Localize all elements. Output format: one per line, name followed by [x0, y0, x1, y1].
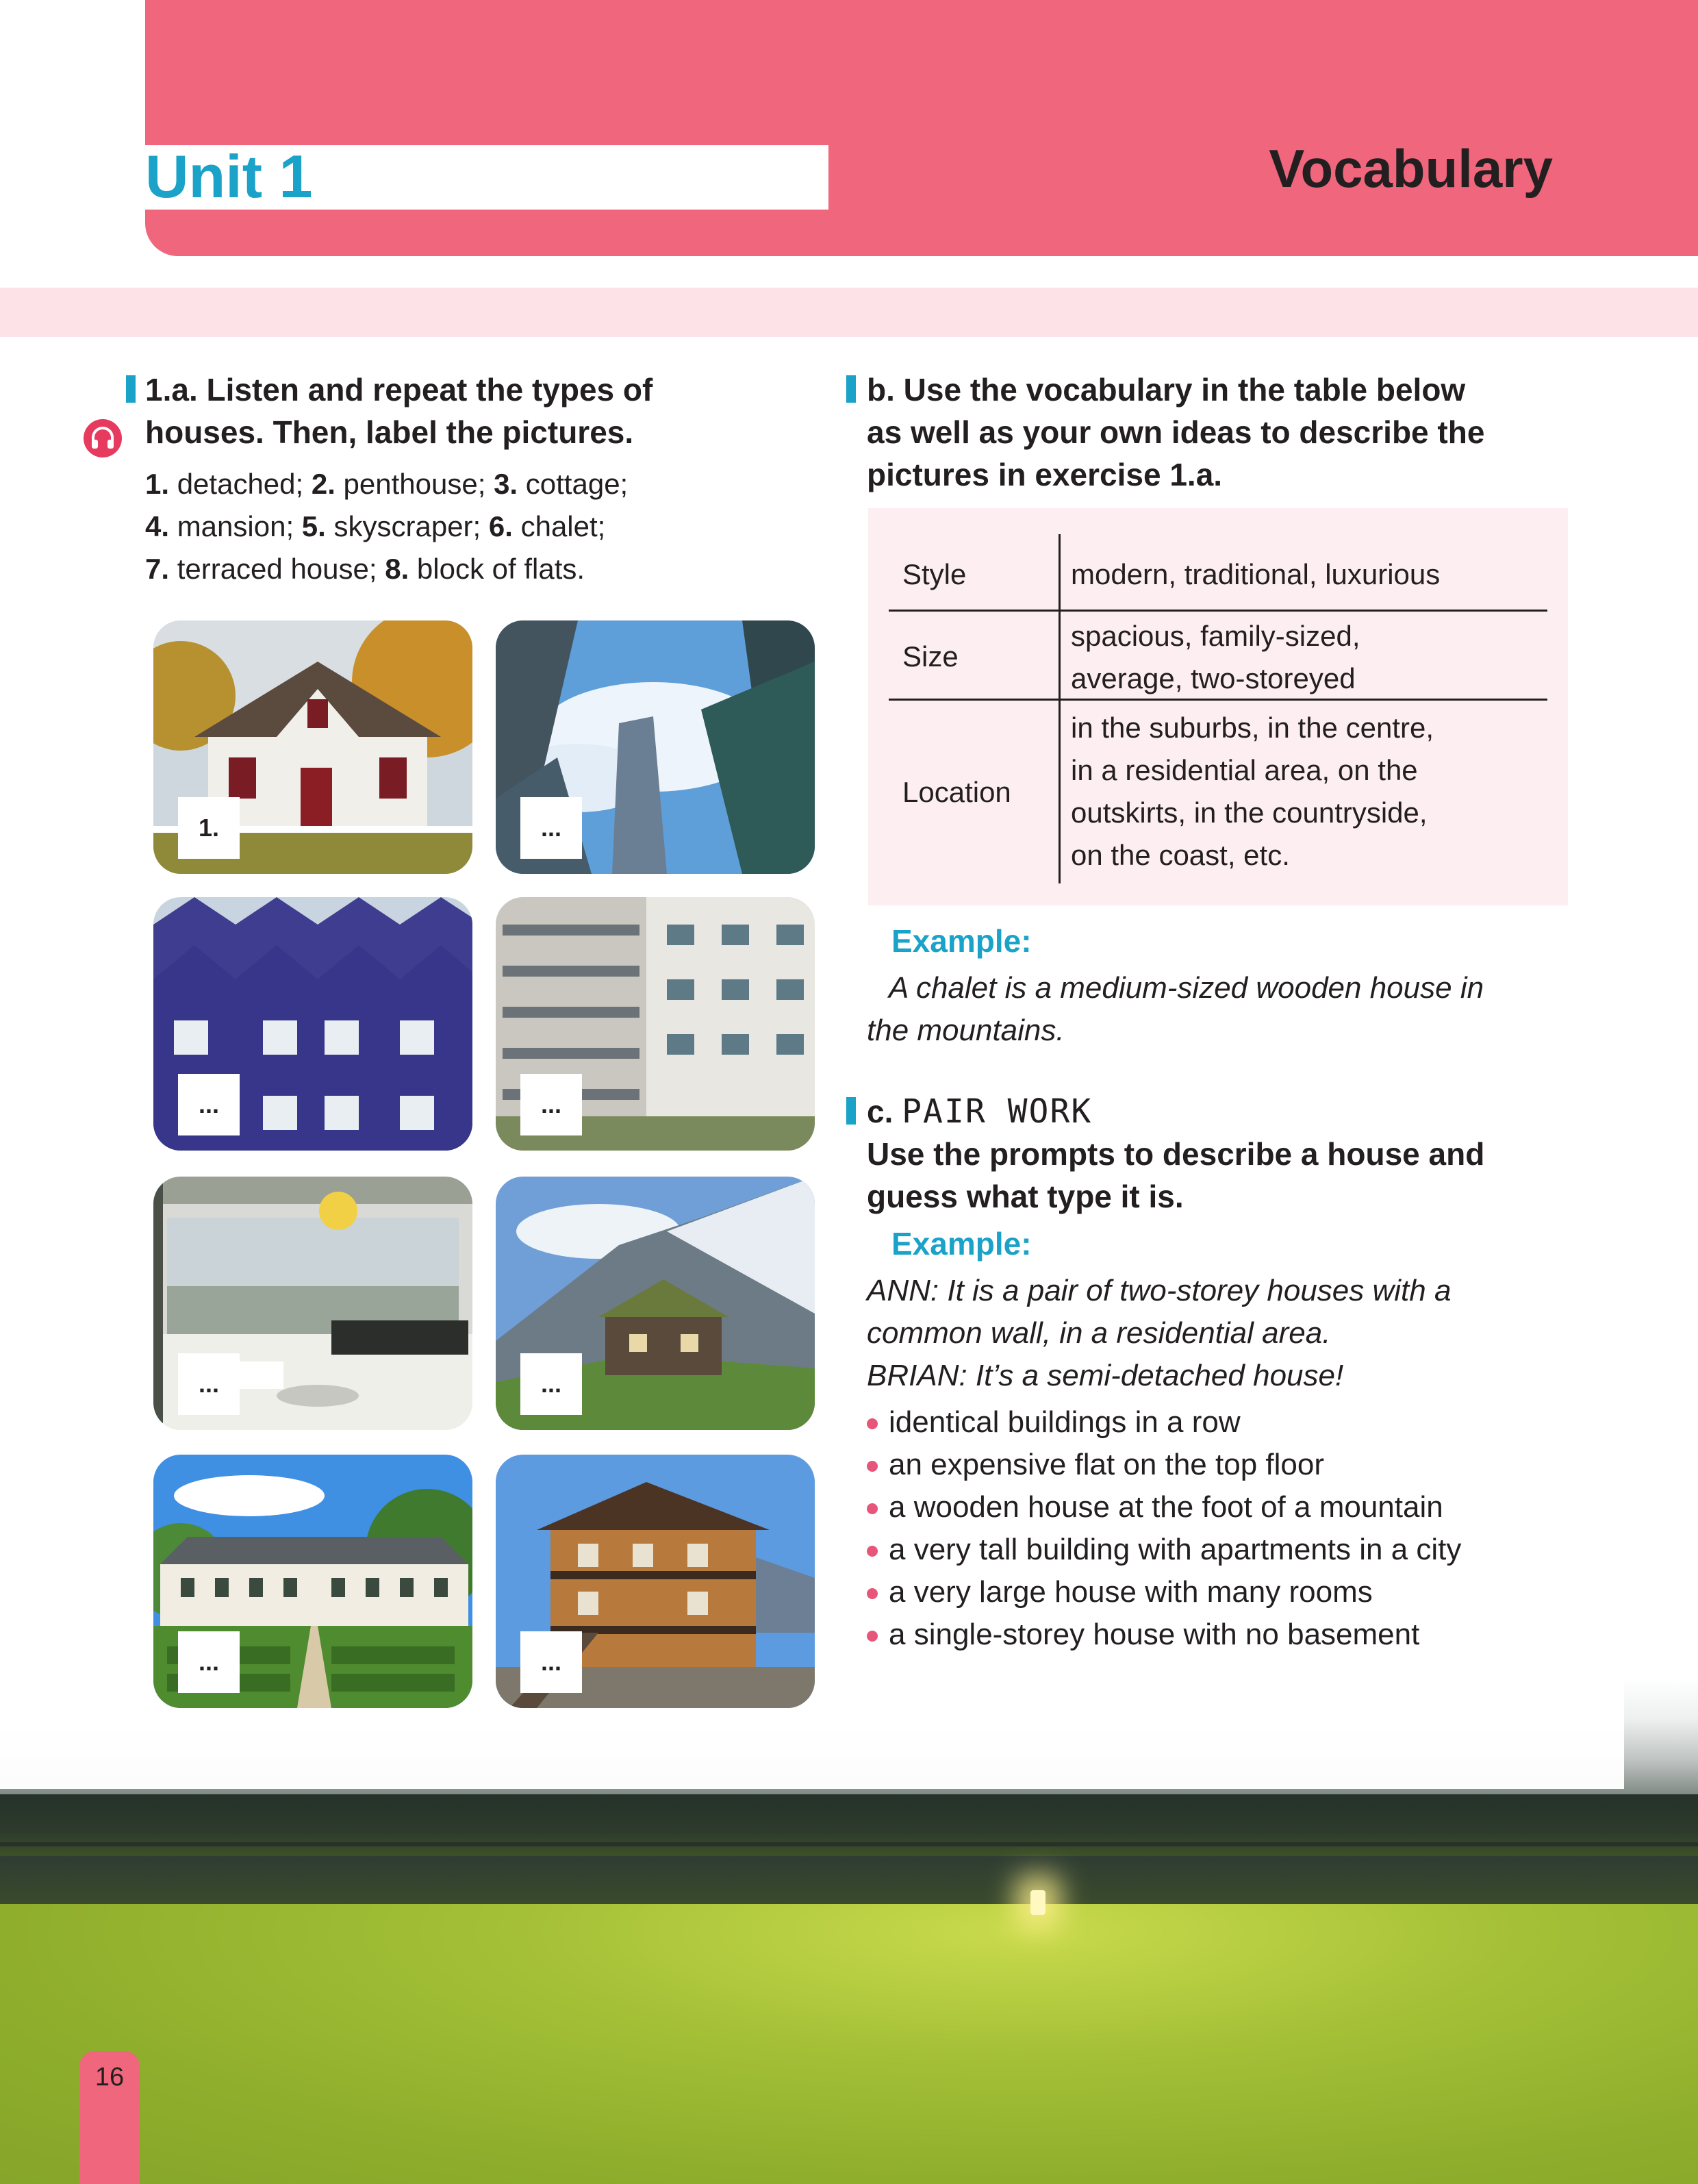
- exercise-marker: [846, 375, 856, 403]
- table-key-location: Location: [902, 776, 1011, 808]
- background-fence: [0, 1842, 1698, 1846]
- ex1a-instruction-line1: 1.a. Listen and repeat the types of: [145, 372, 653, 407]
- garden-lamp-light: [1030, 1890, 1046, 1915]
- header-band: [145, 0, 1698, 256]
- list-item: a very tall building with apartments in a city: [867, 1529, 1461, 1571]
- table-value-location: in the suburbs, in the centre,: [1071, 712, 1434, 744]
- bullet-icon: [867, 1546, 878, 1557]
- photo-label[interactable]: ...: [520, 1631, 582, 1693]
- unit-title: Unit 1: [145, 142, 313, 210]
- dialogue-line: ANN: It is a pair of two-storey houses with a: [867, 1274, 1452, 1307]
- list-item: an expensive flat on the top floor: [867, 1444, 1324, 1486]
- bullet-icon: [867, 1418, 878, 1429]
- example-label: Example:: [891, 1226, 1032, 1262]
- list-item: a single-storey house with no basement: [867, 1614, 1419, 1656]
- word-list-line3: 7. terraced house; 8. block of flats.: [145, 553, 585, 585]
- word-list-line1: 1. detached; 2. penthouse; 3. cottage;: [145, 468, 629, 500]
- table-value-size: spacious, family-sized,: [1071, 620, 1360, 652]
- bullet-icon: [867, 1503, 878, 1514]
- list-item: a wooden house at the foot of a mountain: [867, 1486, 1443, 1529]
- exercise-marker: [126, 375, 136, 403]
- word-list-line2: 4. mansion; 5. skyscraper; 6. chalet;: [145, 510, 606, 542]
- ex1b-instruction-line1: b. Use the vocabulary in the table below: [867, 372, 1466, 407]
- table-key-style: Style: [902, 558, 967, 590]
- photo-label[interactable]: 1.: [178, 797, 240, 859]
- chalet-photo: [496, 1455, 815, 1708]
- photo-label[interactable]: ...: [520, 797, 582, 859]
- dialogue-line: BRIAN: It’s a semi-detached house!: [867, 1359, 1344, 1392]
- terraced-houses-photo: [153, 897, 472, 1151]
- table-value-style: modern, traditional, luxurious: [1071, 558, 1441, 590]
- table-value-location: on the coast, etc.: [1071, 839, 1290, 871]
- background-lawn: [0, 1904, 1698, 2184]
- photo-label[interactable]: ...: [178, 1353, 240, 1415]
- ex1a-instruction-line2: houses. Then, label the pictures.: [145, 414, 634, 450]
- ex1b-instruction-line2: as well as your own ideas to describe the: [867, 414, 1485, 450]
- table-value-location: in a residential area, on the: [1071, 754, 1418, 786]
- headphones-icon[interactable]: [84, 419, 122, 457]
- dialogue-line: common wall, in a residential area.: [867, 1316, 1331, 1350]
- section-title: Vocabulary: [1269, 138, 1553, 199]
- mansion-photo: [153, 1455, 472, 1708]
- photo-label[interactable]: ...: [520, 1353, 582, 1415]
- list-item: a very large house with many rooms: [867, 1571, 1373, 1614]
- table-value-size: average, two-storeyed: [1071, 662, 1356, 694]
- cottage-photo: [496, 1177, 815, 1430]
- ex1b-instruction-line3: pictures in exercise 1.a.: [867, 457, 1223, 492]
- ex1c-instruction-line1: Use the prompts to describe a house and: [867, 1136, 1485, 1172]
- example-label: Example:: [891, 923, 1032, 959]
- bullet-icon: [867, 1461, 878, 1472]
- bullet-icon: [867, 1588, 878, 1599]
- page-number: 16: [94, 2063, 125, 2092]
- ex1b-example-line1: A chalet is a medium-sized wooden house in: [889, 971, 1484, 1005]
- pair-work-label: PAIR WORK: [902, 1092, 1093, 1131]
- table-divider: [889, 610, 1547, 612]
- table-value-location: outskirts, in the countryside,: [1071, 796, 1428, 829]
- list-item: identical buildings in a row: [867, 1401, 1241, 1444]
- ex1c-letter: [867, 1090, 1092, 1133]
- detached-house-photo: [153, 620, 472, 874]
- table-key-size: Size: [902, 640, 959, 673]
- photo-label[interactable]: ...: [178, 1074, 240, 1135]
- photo-label[interactable]: ...: [178, 1631, 240, 1693]
- penthouse-photo: [153, 1177, 472, 1430]
- skyscrapers-photo: [496, 620, 815, 874]
- exercise-marker: [846, 1097, 856, 1125]
- ex1c-letter-text: c.: [867, 1094, 894, 1129]
- header-stripe: [0, 288, 1698, 337]
- table-divider: [1059, 534, 1061, 883]
- ex1c-instruction-line2: guess what type it is.: [867, 1179, 1184, 1214]
- bullet-icon: [867, 1631, 878, 1642]
- ex1b-example-line2: the mountains.: [867, 1014, 1065, 1047]
- block-of-flats-photo: [496, 897, 815, 1151]
- background-treeline: [0, 1794, 1698, 1856]
- photo-label[interactable]: ...: [520, 1074, 582, 1135]
